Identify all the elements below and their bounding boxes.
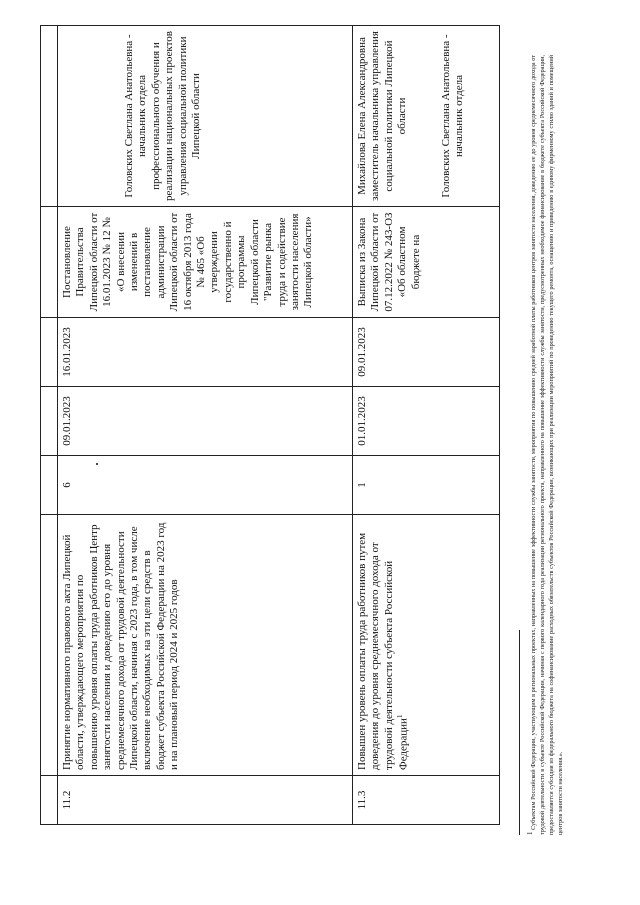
top-cell (41, 207, 58, 318)
footnote (525, 55, 566, 835)
document-cell: Постановление Правительства Липецкой области от 16.01.2023 № 12 № «О внесении изменений в постановление администрации Липецкой области от 16 октября 2013 года № 465 «Об утверждении государственно й программы Липецкой области "Развитие рынка труда и содействие занятости населения Липецкой области» (58, 207, 353, 318)
scan-speck (96, 463, 98, 465)
start-date: 01.01.2023 (353, 387, 500, 456)
end-date: 09.01.2023 (353, 318, 500, 387)
footnote-reference: 1 (396, 714, 405, 719)
responsible-text: Головских Светлана Анатольевна - начальник отдела профессионального обучения и реализации национальных проектов управления социальной политики Липецкой области (123, 31, 203, 201)
plan-table (40, 25, 500, 825)
footnote-divider (519, 630, 520, 835)
responsible-cell (58, 26, 353, 207)
top-cell (41, 776, 58, 825)
top-cell (41, 515, 58, 776)
responsible-text: Михайлова Елена Александровна заместитель начальника управления социальной политики Липецкой области (356, 31, 409, 201)
action-text: Повышен уровень оплаты труда работников путем доведения до уровня среднемесячного дохода от трудовой деятельности субъекта Российской Федерации (356, 532, 410, 770)
responsible-text-secondary: Головских Светлана Анатольевна - начальник отдела (439, 34, 466, 198)
action-cell (353, 515, 500, 776)
quantity-cell: 1 (353, 456, 500, 515)
top-cell (41, 456, 58, 515)
row-number: 11.2 (58, 776, 353, 825)
responsible-cell (353, 26, 500, 207)
table-row (353, 26, 500, 825)
top-cell (41, 318, 58, 387)
quantity-cell: 6 (58, 456, 353, 515)
row-number: 11.3 (353, 776, 500, 825)
table-row-top (41, 26, 58, 825)
footnote-mark: 1 (526, 831, 534, 835)
action-text: Принятие нормативного правового акта Липецкой области, утверждающего мероприятия по повышению уровня оплаты труда работников Центр занятости населения и доведению его до уровня среднемесячного дохода от трудовой деятельности Липецкой области, начиная с 2023 года, в том числе включение необходимых на эти цели средств в бюджет субъекта Российской Федерации на 2023 год и на плановый период 2024 и 2025 годов (58, 515, 353, 776)
end-date: 16.01.2023 (58, 318, 353, 387)
top-cell (41, 26, 58, 207)
top-cell (41, 387, 58, 456)
start-date: 09.01.2023 (58, 387, 353, 456)
footnote-text: Субъектам Российской Федерации, участвующим в региональных проектах, направленных на повышение эффективности службы занятости, мероприятия по повышению средней заработной платы работников центров занятости населения, доведению ее до уровня среднемесячного дохода от трудовой деятельности в субъекте Российской Федерации, начиная с первого календарного года реализации регионального проекта, направленного на повышение эффективности службы занятости, предусмотренных необходимое финансирование в бюджете субъекта Российской Федерации, предоставляется субсидия из федерального бюджета на софинансирование расходных обязательств субъектов Российской Федерации, возникающих при реализации мероприятий по проведению текущего ремонта, оснащению и приведению в единому фирменному стилю зданий и помещений центров занятости населения.». (530, 55, 565, 835)
table-row (58, 26, 353, 825)
document-cell: Выписка из Закона Липецкой области от 07.12.2022 № 243-ОЗ «Об областном бюджете на (353, 207, 500, 318)
